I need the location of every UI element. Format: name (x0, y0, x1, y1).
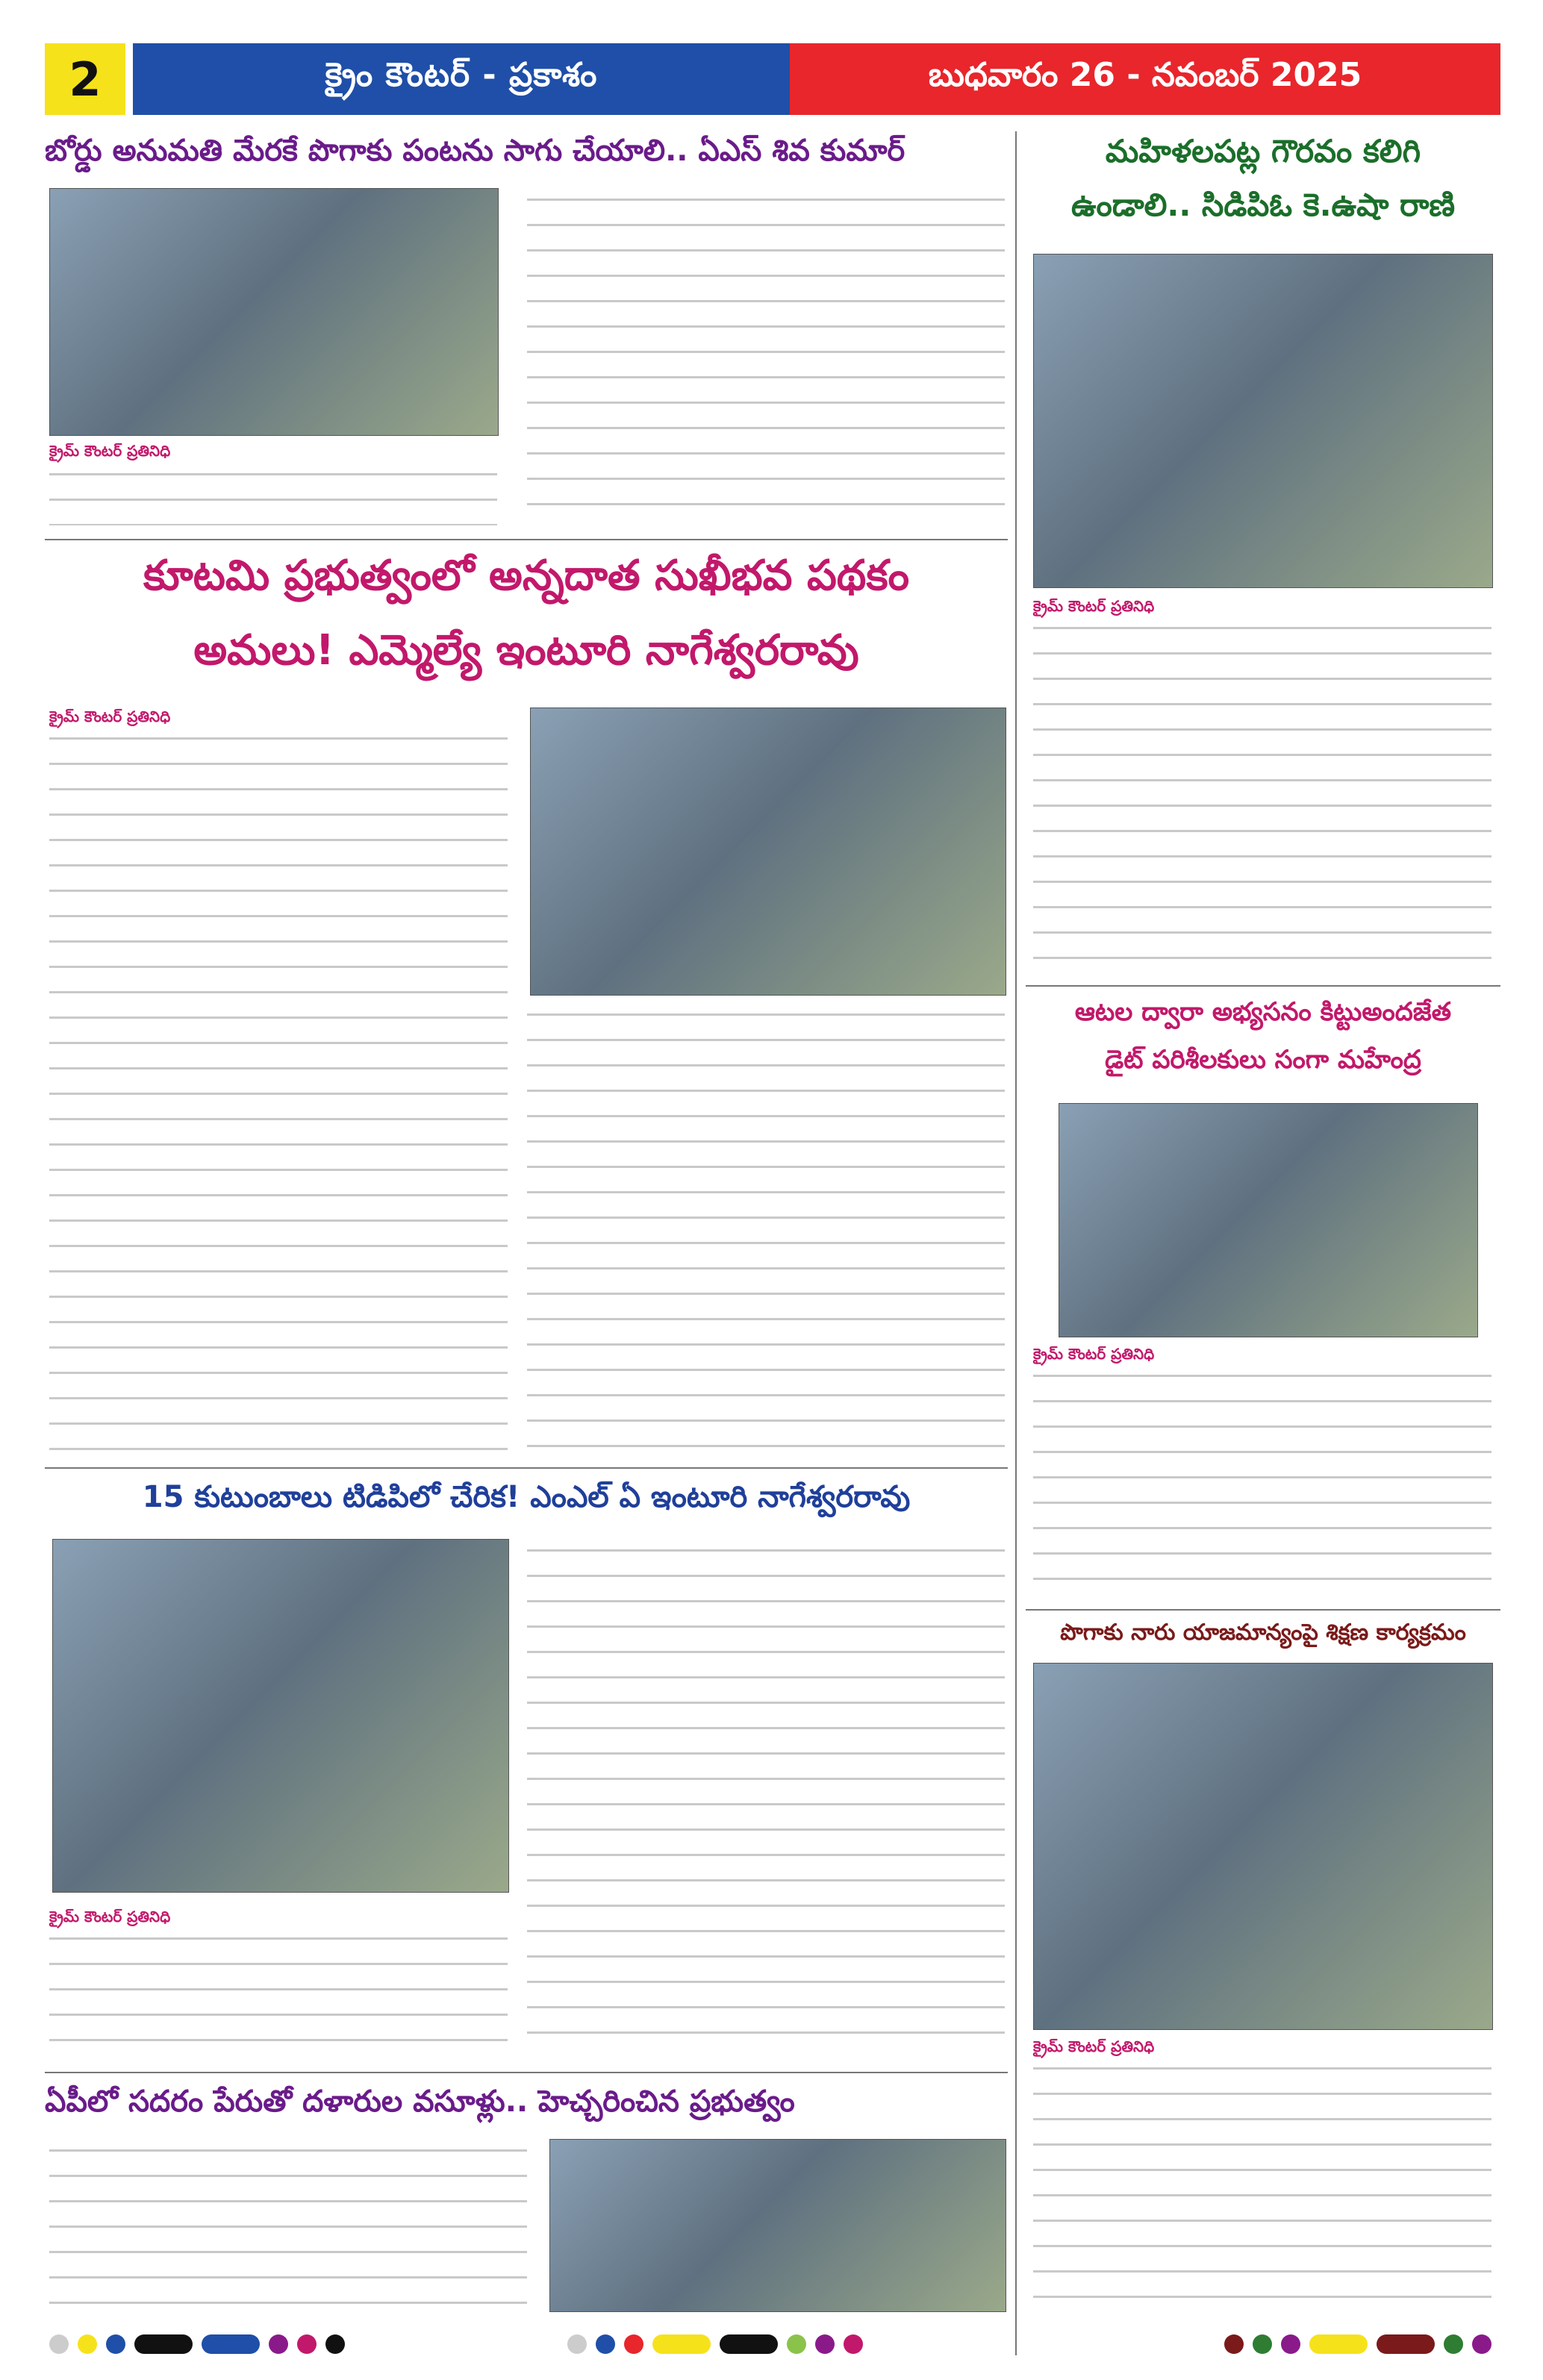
article-annadata-col2 (527, 1003, 1005, 1458)
headline-sadaram: ఏపీలో సదరం పేరుతో దళారుల వసూళ్లు.. హెచ్చరించిన ప్రభుత్వం (45, 2084, 795, 2119)
divider-5 (45, 2072, 1008, 2073)
photo-women-awareness (1033, 254, 1493, 588)
footer-color-dot (325, 2334, 345, 2354)
divider-1 (45, 539, 1008, 540)
masthead (45, 43, 1500, 115)
footer-color-dot (1377, 2334, 1435, 2354)
footer-color-dot (106, 2334, 125, 2354)
footer-color-dot (1309, 2334, 1368, 2354)
article-tobacco-body-col2 (527, 188, 1005, 525)
photo-training-tent (1033, 1663, 1493, 2030)
article-sadaram-body (49, 2139, 527, 2311)
byline-6: క్రైమ్ కౌంటర్ ప్రతినిధి (1033, 2037, 1155, 2055)
footer-color-dot (297, 2334, 317, 2354)
article-training-body (1033, 2057, 1491, 2311)
footer-color-dot (1281, 2334, 1300, 2354)
article-families-col2 (527, 1539, 1005, 2057)
footer-color-dot (844, 2334, 863, 2354)
footer-color-dot (78, 2334, 97, 2354)
article-diet-body (1033, 1364, 1491, 1597)
footer-color-dot (787, 2334, 806, 2354)
footer-color-dots-left (49, 2333, 318, 2355)
photo-cheque-handover (530, 708, 1006, 996)
byline-4: క్రైమ్ కౌంటర్ ప్రతినిధి (1033, 1345, 1155, 1363)
footer-color-dot (134, 2334, 193, 2354)
footer-color-dot (1444, 2334, 1463, 2354)
byline-2: క్రైమ్ కౌంటర్ ప్రతినిధి (1033, 597, 1155, 615)
photo-eye-checkup (549, 2139, 1006, 2312)
photo-school-children (1059, 1103, 1478, 1337)
headline-women-respect-l1: మహిళలపట్ల గౌరవం కలిగి (1105, 133, 1421, 169)
footer-color-dot (815, 2334, 835, 2354)
footer-color-dot (269, 2334, 288, 2354)
footer-color-dot (1472, 2334, 1491, 2354)
article-families-col1 (49, 1927, 508, 2057)
headline-tobacco-board: బోర్డు అనుమతి మేరకే పొగాకు పంటను సాగు చేయాలి.. ఏఎస్ శివ కుమార్ (45, 134, 905, 168)
issue-date: బుధవారం 26 - నవంబర్ 2025 (790, 43, 1500, 115)
headline-tobacco-training: పొగాకు నారు యాజమాన్యంపై శిక్షణ కార్యక్రమం (1060, 1620, 1466, 1646)
headline-annadata-l2: అమలు! ఎమ్మెల్యే ఇంటూరి నాగేశ్వరరావు (193, 626, 859, 675)
divider-4 (1026, 1609, 1500, 1611)
footer-color-dot (624, 2334, 643, 2354)
byline-3: క్రైమ్ కౌంటర్ ప్రతినిధి (49, 708, 171, 725)
divider-2 (1026, 985, 1500, 987)
footer-color-dot (1253, 2334, 1272, 2354)
headline-diet-l2: డైట్ పరిశీలకులు సంగా మహేంద్ర (1105, 1045, 1421, 1075)
footer-color-dot (720, 2334, 778, 2354)
article-annadata-col1 (49, 727, 508, 1458)
footer-color-dot (49, 2334, 69, 2354)
footer-color-dot (1224, 2334, 1244, 2354)
footer-color-dot (567, 2334, 587, 2354)
paper-name: క్రైం కౌంటర్ - ప్రకాశం (133, 43, 790, 115)
footer-color-dot (202, 2334, 260, 2354)
photo-party-joining (52, 1539, 509, 1893)
headline-women-respect-l2: ఉండాలి.. సిడిపిఓ కె.ఉషా రాణి (1070, 187, 1456, 223)
headline-annadata-l1: కూటమి ప్రభుత్వంలో అన్నదాత సుఖీభవ పథకం (143, 552, 909, 600)
footer-color-dot (652, 2334, 711, 2354)
photo-meeting-hall (49, 188, 499, 436)
article-tobacco-body-col1 (49, 463, 497, 525)
divider-3 (45, 1467, 1008, 1469)
column-divider (1015, 131, 1017, 2355)
byline-5: క్రైమ్ కౌంటర్ ప్రతినిధి (49, 1908, 171, 1925)
page-number: 2 (45, 43, 125, 115)
headline-15-families: 15 కుటుంబాలు టిడిపిలో చేరిక! ఎంఎల్ ఏ ఇంటూరి నాగేశ్వరరావు (142, 1480, 911, 1514)
article-women-body (1033, 616, 1491, 973)
headline-diet-l1: ఆటల ద్వారా అభ్యసనం కిట్టుఅందజేత (1074, 997, 1452, 1027)
footer-color-dot (596, 2334, 615, 2354)
byline-1: క్రైమ్ కౌంటర్ ప్రతినిధి (49, 442, 171, 460)
footer-color-dots-right (1224, 2333, 1500, 2355)
footer-color-dots-center (567, 2333, 1015, 2355)
